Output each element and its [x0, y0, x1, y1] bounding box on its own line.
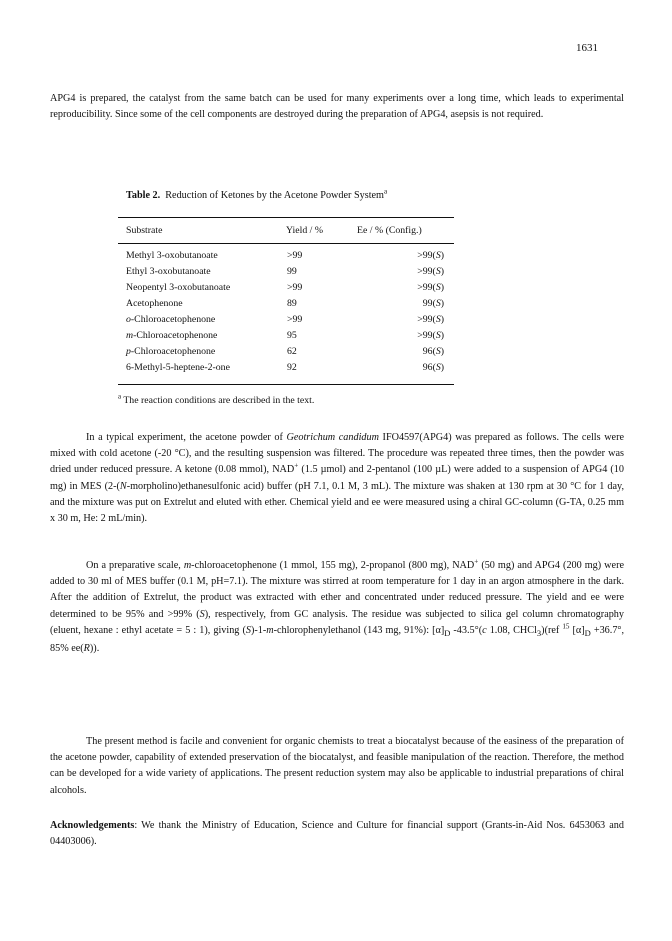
table-footnote: [118, 395, 314, 406]
ee-cell: 96(S): [422, 362, 444, 373]
substrate-cell: Ethyl 3-oxobutanoate: [126, 266, 211, 277]
ee-cell: >99(S): [417, 266, 444, 277]
header-ee: Ee / % (Config.): [357, 225, 422, 236]
ee-cell: >99(S): [417, 282, 444, 293]
yield-cell: >99: [287, 282, 303, 293]
substrate-cell: Acetophenone: [126, 298, 183, 309]
substrate-cell: 6-Methyl-5-heptene-2-one: [126, 362, 230, 373]
substrate-cell: Methyl 3-oxobutanoate: [126, 250, 218, 261]
yield-cell: >99: [287, 250, 303, 261]
acknowledgements-heading: Acknowledgements: [50, 820, 135, 831]
yield-cell: >99: [287, 314, 303, 325]
table-label: Table 2.: [126, 190, 161, 201]
footnote-text: The reaction conditions are described in the text.: [123, 395, 315, 406]
substrate-cell: o-Chloroacetophenone: [126, 314, 216, 325]
substrate-cell: Neopentyl 3-oxobutanoate: [126, 282, 231, 293]
yield-cell: 95: [287, 330, 297, 341]
substrate-cell: p-Chloroacetophenone: [126, 346, 216, 357]
header-yield: Yield / %: [286, 225, 324, 236]
acknowledgements-paragraph: [50, 818, 624, 850]
ee-cell: >99(S): [417, 314, 444, 325]
intro-paragraph: APG4 is prepared, the catalyst from the same batch can be used for many experiments over a long time, which leads to experimental reproducibility. Since some of the cell components are destroyed during the preparation of APG4, asepsis is not required.: [50, 93, 624, 121]
experiment-paragraph: In a typical experiment, the acetone powder of Geotrichum candidum IFO4597(APG4) was prepared as follows. The cells were mixed with cold acetone (-20 °C), and the resulting suspension was filtered. The procedure was repeated three times, then the powder was dried under reduced pressure. A ketone (0.08 mmol), NAD+ (1.5 µmol) and 2-pentanol (100 µL) were added to a suspension of APG4 (10 mg) in MES (2-(N-morpholino)ethanesulfonic acid) buffer (pH 7.1, 0.1 M, 3 mL). The mixture was shaken at 130 rpm at 30 °C for 1 day, and the mixture was put on Extrelut and eluted with ether. Chemical yield and ee were measured using a chiral GC-column (G-TA, 0.25 mm x 30 m, He: 2 mL/min).: [50, 432, 624, 525]
yield-cell: 92: [287, 362, 297, 373]
ee-cell: 96(S): [422, 346, 444, 357]
footnote-mark: a: [118, 393, 122, 401]
ee-cell: >99(S): [417, 250, 444, 261]
table-bottom-rule: [118, 384, 454, 385]
conclusion-paragraph: The present method is facile and convenient for organic chemists to treat a biocatalyst because of the easiness of the preparation of the acetone powder, capability of extended preservation of the biocatalyst, and feasible manipulation of the reaction. Therefore, the method can be developed for a wide variety of applications. The present reduction system may also be applicable to industrial preparations of chiral alcohols.: [50, 736, 624, 796]
yield-cell: 62: [287, 346, 297, 357]
header-substrate: Substrate: [126, 225, 163, 236]
table-top-rule: [118, 217, 454, 218]
table-header-rule: [118, 243, 454, 244]
ee-cell: 99(S): [422, 298, 444, 309]
table-title-mark: a: [383, 187, 388, 196]
page-number: 1631: [576, 42, 598, 54]
yield-cell: 89: [287, 298, 297, 309]
table-title: Reduction of Ketones by the Acetone Powder System: [165, 190, 384, 201]
yield-cell: 99: [287, 266, 297, 277]
preparative-paragraph: On a preparative scale, m-chloroacetophenone (1 mmol, 155 mg), 2-propanol (800 mg), NAD+ (50 mg) and APG4 (200 mg) were added to 30 ml of MES buffer (0.1 M, pH=7.1). The mixture was stirred at room temperature for 1 day in an argon atmosphere in the dark. After the addition of Extrelut, the product was extracted with ether and concentrated under reduced pressure. The yield and ee were determined to be 95% and >99% (S), respectively, from GC analysis. The residue was subjected to silica gel column chromatography (eluent, hexane : ethyl acetate = 5 : 1), giving (S)-1-m-chlorophenylethanol (143 mg, 91%): $[\alpha]_D$ -43.5°(c 1.08, CHCl$_3$)(ref $^{15}$ $[\alpha]_D +36.7^\circ$, 85% ee(R)).: [50, 557, 625, 655]
substrate-cell: m-Chloroacetophenone: [126, 330, 218, 341]
acknowledgements-text: : We thank the Ministry of Education, Science and Culture for financial support (Grants-in-Aid Nos. 6453063 and 04403006).: [50, 820, 624, 848]
table-caption: [126, 187, 388, 201]
ee-cell: >99(S): [417, 330, 444, 341]
